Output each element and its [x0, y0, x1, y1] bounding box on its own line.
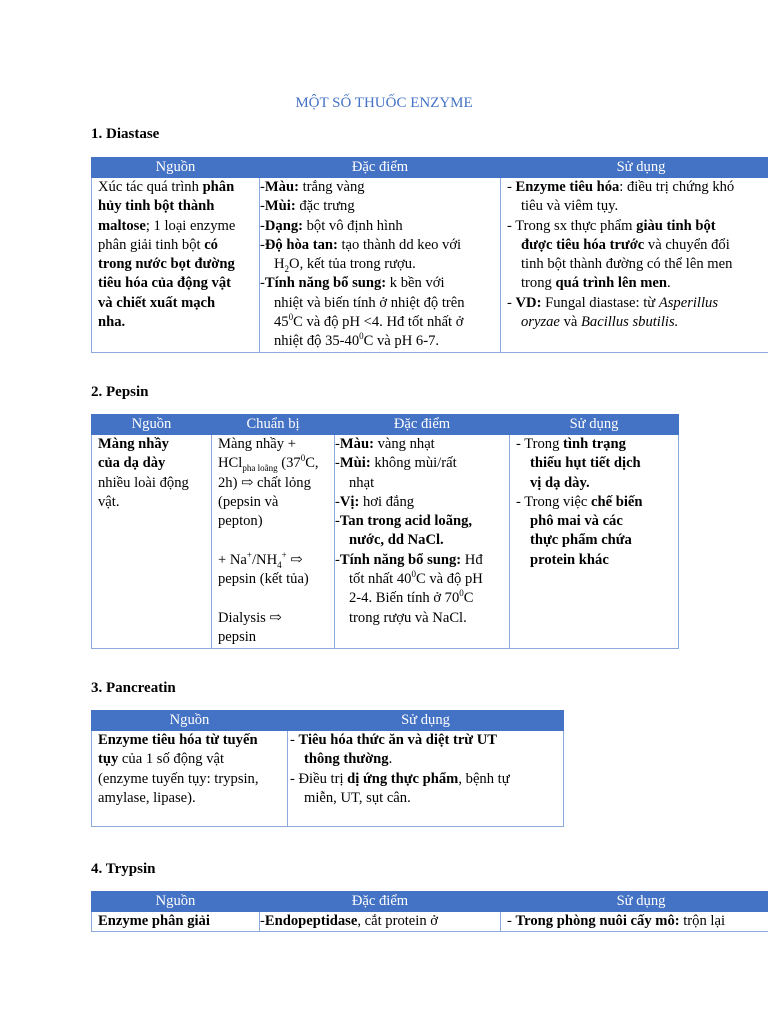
text-run: nha.	[98, 314, 126, 331]
text-run: nhiệt độ 35-40	[274, 333, 360, 350]
text-run: -	[507, 294, 516, 311]
document-title: MỘT SỐ THUỐC ENZYME	[295, 95, 473, 111]
cell-line	[507, 274, 768, 293]
text-run: phô mai và các	[530, 513, 623, 530]
text-run: trong nước bọt đường	[98, 256, 235, 273]
text-run: C và pH 6-7.	[363, 333, 440, 350]
text-run: amylase, lipase).	[98, 789, 196, 806]
text-run: thông thường	[304, 751, 389, 768]
cell-line	[218, 531, 334, 550]
text-run: Hđ	[461, 551, 483, 568]
text-run: đặc trưng	[295, 198, 355, 215]
text-run: pha loãng	[242, 463, 278, 474]
text-run: - Trong việc	[516, 493, 591, 510]
text-run: tinh bột thành đường có thể lên men	[521, 256, 733, 273]
cell-line	[260, 274, 500, 293]
header-source: Nguồn	[92, 892, 260, 912]
text-run: Enzyme tiêu hóa từ tuyến	[98, 732, 258, 748]
text-run: không mùi/rất	[370, 455, 457, 472]
text-run: nhiều loài động	[98, 474, 189, 491]
text-run: vàng nhạt	[373, 436, 435, 452]
pancreatin-source-cell	[92, 731, 288, 827]
text-run: .	[388, 751, 393, 768]
trypsin-table	[91, 891, 768, 932]
text-run: Endopeptidase	[264, 913, 358, 929]
text-run: giàu tinh bột	[636, 217, 716, 234]
cell-line	[335, 531, 509, 550]
header-characteristics: Đặc điểm	[260, 158, 501, 178]
text-run: bột vô định hình	[302, 217, 403, 234]
cell-line	[98, 789, 287, 808]
text-run: Màu:	[264, 179, 299, 195]
trypsin-usage-cell	[501, 912, 768, 932]
cell-line	[260, 294, 500, 313]
text-run: -	[260, 275, 265, 292]
trypsin-source-cell	[92, 912, 260, 932]
section-heading-pancreatin: 3. Pancreatin	[91, 680, 176, 696]
text-run: -	[335, 551, 340, 568]
text-run: tạo thành dd keo với	[337, 236, 462, 253]
cell-line	[98, 750, 287, 769]
text-run: pepsin	[218, 628, 257, 645]
cell-line	[290, 750, 563, 769]
cell-line	[507, 197, 768, 216]
text-run: Enzyme tiêu hóa	[515, 179, 620, 195]
text-run: -	[260, 198, 265, 215]
text-run: hủy tinh bột thành	[98, 198, 215, 215]
text-run: Vị:	[339, 493, 360, 510]
text-run: Xúc tác quá trình	[98, 179, 203, 195]
cell-line	[98, 294, 259, 313]
cell-line	[507, 294, 768, 313]
text-run: C và độ pH	[415, 571, 483, 588]
cell-line	[516, 512, 678, 531]
text-run: Asperillus	[658, 294, 719, 311]
text-run: Tính năng bổ sung:	[264, 275, 387, 292]
cell-line	[260, 178, 500, 197]
cell-line	[218, 570, 334, 589]
text-run: và chuyển đổi	[644, 236, 730, 253]
cell-line	[218, 474, 334, 493]
cell-line	[218, 454, 334, 473]
cell-line	[218, 609, 334, 628]
text-run: 2h) ⇨ chất lỏng	[218, 474, 311, 491]
cell-line	[260, 332, 500, 351]
header-source: Nguồn	[92, 158, 260, 178]
text-run: Tan trong acid loãng,	[339, 513, 473, 530]
text-run: 0	[359, 331, 364, 342]
section-heading-diastase: 1. Diastase	[91, 126, 160, 142]
cell-line	[335, 454, 509, 473]
text-run: 0	[411, 569, 416, 580]
text-run: O, kết tủa trong rượu.	[289, 256, 416, 273]
text-run: được tiêu hóa trước	[521, 236, 645, 253]
text-run: maltose	[98, 217, 146, 234]
text-run: : điều trị chứng khó	[619, 179, 735, 195]
text-run: - Điều trị	[290, 770, 348, 787]
text-run: miễn, UT, sụt cân.	[304, 789, 411, 806]
text-run: pepton)	[218, 513, 263, 530]
cell-line	[335, 435, 509, 454]
text-run: C	[463, 590, 474, 607]
cell-line	[98, 274, 259, 293]
cell-line	[507, 217, 768, 236]
text-run: -	[335, 513, 340, 530]
text-run: (pepsin và	[218, 493, 279, 510]
cell-line	[335, 512, 509, 531]
text-run: 4	[277, 559, 282, 570]
text-run: H	[274, 256, 285, 273]
text-run: -	[260, 179, 265, 195]
text-run: trắng vàng	[298, 179, 365, 195]
text-run: -	[260, 217, 265, 234]
cell-line	[516, 474, 678, 493]
cell-line	[98, 435, 211, 454]
text-run: quá trình lên men	[555, 275, 667, 292]
diastase-table	[91, 157, 768, 353]
text-run: oryzae	[521, 314, 560, 331]
header-source: Nguồn	[92, 415, 212, 435]
text-run: k bền với	[386, 275, 445, 292]
text-run: Bacillus sbutilis.	[581, 314, 679, 331]
cell-line	[218, 435, 334, 454]
text-run: vị dạ dày.	[530, 474, 590, 491]
text-run: và	[559, 314, 581, 331]
text-run: 2	[284, 264, 290, 275]
cell-line	[218, 493, 334, 512]
pepsin-preparation-cell	[212, 435, 335, 649]
text-run: 2-4. Biến tính ở 70	[349, 590, 460, 607]
text-run: /NH	[251, 551, 278, 568]
text-run: 0	[288, 312, 294, 323]
text-run: -	[335, 436, 340, 452]
text-run: của dạ dày	[98, 455, 166, 472]
text-run: có	[204, 236, 218, 253]
cell-line	[98, 255, 259, 274]
text-run: Mùi:	[264, 198, 296, 215]
cell-line	[516, 551, 678, 570]
cell-line	[507, 912, 768, 931]
cell-line	[260, 197, 500, 216]
text-run: trong	[521, 275, 556, 292]
text-run: hơi đắng	[359, 493, 415, 510]
text-run: thiếu hụt tiết dịch	[530, 455, 641, 472]
cell-line	[260, 313, 500, 332]
cell-line	[98, 770, 287, 789]
text-run: ; 1 loại enzyme	[145, 217, 236, 234]
header-usage: Sử dụng	[510, 415, 679, 435]
text-run: ⇨	[286, 551, 303, 568]
cell-line	[218, 512, 334, 531]
cell-line	[507, 255, 768, 274]
cell-line	[507, 178, 768, 197]
text-run: tốt nhất 40	[349, 571, 412, 588]
cell-line	[260, 912, 500, 931]
text-run: 0	[300, 453, 306, 464]
text-run: + Na	[218, 551, 247, 568]
pepsin-usage-cell	[510, 435, 679, 649]
cell-line	[98, 454, 211, 473]
header-preparation: Chuẩn bị	[212, 415, 335, 435]
header-characteristics: Đặc điểm	[335, 415, 510, 435]
diastase-usage-cell	[501, 178, 768, 353]
text-run: tiêu và viêm tụy.	[521, 198, 619, 215]
cell-line	[98, 493, 211, 512]
text-run: -	[260, 236, 265, 253]
pancreatin-usage-cell	[288, 731, 564, 827]
cell-line	[335, 493, 509, 512]
text-run: nhạt	[349, 474, 375, 491]
text-run: 45	[274, 314, 289, 331]
text-run: , cắt protein ở	[357, 913, 439, 929]
cell-line	[98, 313, 259, 332]
pepsin-characteristics-cell	[335, 435, 510, 649]
text-run: trong rượu và NaCl.	[349, 609, 467, 626]
cell-line	[98, 912, 259, 931]
text-run: -	[507, 179, 516, 195]
pancreatin-table	[91, 710, 564, 827]
text-run: phân giải tinh bột	[98, 236, 205, 253]
cell-line	[218, 628, 334, 647]
text-run: Mùi:	[339, 455, 371, 472]
cell-line	[516, 454, 678, 473]
pepsin-table	[91, 414, 679, 649]
text-run: Màu:	[339, 436, 374, 452]
cell-line	[260, 255, 500, 274]
text-run: -	[507, 913, 516, 929]
diastase-characteristics-cell	[260, 178, 501, 353]
text-run: (37	[277, 455, 301, 472]
section-heading-trypsin: 4. Trypsin	[91, 861, 156, 877]
text-run: Dialysis ⇨	[218, 609, 282, 626]
cell-line	[218, 589, 334, 608]
cell-line	[98, 178, 259, 197]
cell-line	[516, 531, 678, 550]
text-run: - Trong sx thực phẩm	[507, 217, 637, 234]
text-run: .	[666, 275, 671, 292]
cell-line	[98, 474, 211, 493]
cell-line	[516, 435, 678, 454]
text-run: và chiết xuất mạch	[98, 294, 216, 311]
cell-line	[98, 236, 259, 255]
cell-line	[507, 236, 768, 255]
cell-line	[335, 589, 509, 608]
text-run: dị ứng thực phẩm	[347, 770, 459, 787]
cell-line	[260, 217, 500, 236]
text-run: tiêu hóa của động vật	[98, 275, 231, 292]
cell-line	[516, 493, 678, 512]
header-source: Nguồn	[92, 711, 288, 731]
text-run: -	[290, 732, 299, 748]
header-characteristics: Đặc điểm	[260, 892, 501, 912]
text-run: chế biến	[591, 493, 643, 510]
header-usage: Sử dụng	[501, 158, 768, 178]
text-run: của 1 số động vật	[118, 751, 225, 768]
cell-line	[260, 236, 500, 255]
pepsin-source-cell	[92, 435, 212, 649]
text-run: Tính năng bổ sung:	[339, 551, 462, 568]
cell-line	[335, 609, 509, 628]
cell-line	[335, 551, 509, 570]
text-run: VD:	[515, 294, 542, 311]
text-run: Màng nhầy +	[218, 436, 296, 452]
text-run: nước, dd NaCl.	[349, 532, 444, 549]
text-run: Trong phòng nuôi cấy mô:	[515, 913, 680, 929]
diastase-source-cell	[92, 178, 260, 353]
text-run: -	[335, 493, 340, 510]
cell-line	[290, 770, 563, 789]
text-run: trộn lại	[679, 913, 726, 929]
cell-line	[98, 731, 287, 750]
cell-line	[335, 570, 509, 589]
section-heading-pepsin: 2. Pepsin	[91, 384, 149, 400]
text-run: -	[260, 913, 265, 929]
text-run: Màng nhầy	[98, 436, 169, 452]
text-run: tụy	[98, 751, 119, 768]
text-run: tình trạng	[563, 436, 626, 452]
cell-line	[290, 731, 563, 750]
text-run: C và độ pH <4. Hđ tốt nhất ở	[293, 314, 464, 331]
text-run: vật.	[98, 493, 120, 510]
text-run: +	[246, 549, 252, 560]
text-run: pepsin (kết tủa)	[218, 571, 309, 588]
text-run: (enzyme tuyến tụy: trypsin,	[98, 770, 259, 787]
text-run: Dạng:	[264, 217, 303, 234]
text-run: protein khác	[530, 551, 609, 568]
trypsin-characteristics-cell	[260, 912, 501, 932]
text-run: - Trong	[516, 436, 564, 452]
text-run: HCl	[218, 455, 243, 472]
text-run: 0	[459, 588, 464, 599]
cell-line	[98, 197, 259, 216]
cell-line	[507, 313, 768, 332]
text-run: phân	[202, 179, 235, 195]
cell-line	[335, 474, 509, 493]
header-usage: Sử dụng	[288, 711, 564, 731]
text-run: nhiệt và biến tính ở nhiệt độ trên	[274, 294, 465, 311]
text-run: Enzyme phân giải	[98, 913, 210, 929]
cell-line	[218, 551, 334, 570]
text-run: +	[281, 549, 287, 560]
text-run: Độ hòa tan:	[264, 236, 338, 253]
text-run: thực phẩm chứa	[530, 532, 632, 549]
cell-line	[290, 789, 563, 808]
text-run: C,	[305, 455, 319, 472]
text-run: Fungal diastase: từ	[541, 294, 659, 311]
text-run: -	[335, 455, 340, 472]
text-run: , bệnh tự	[458, 770, 510, 787]
cell-line	[98, 217, 259, 236]
header-usage: Sử dụng	[501, 892, 768, 912]
text-run: Tiêu hóa thức ăn và diệt trừ UT	[298, 732, 497, 748]
